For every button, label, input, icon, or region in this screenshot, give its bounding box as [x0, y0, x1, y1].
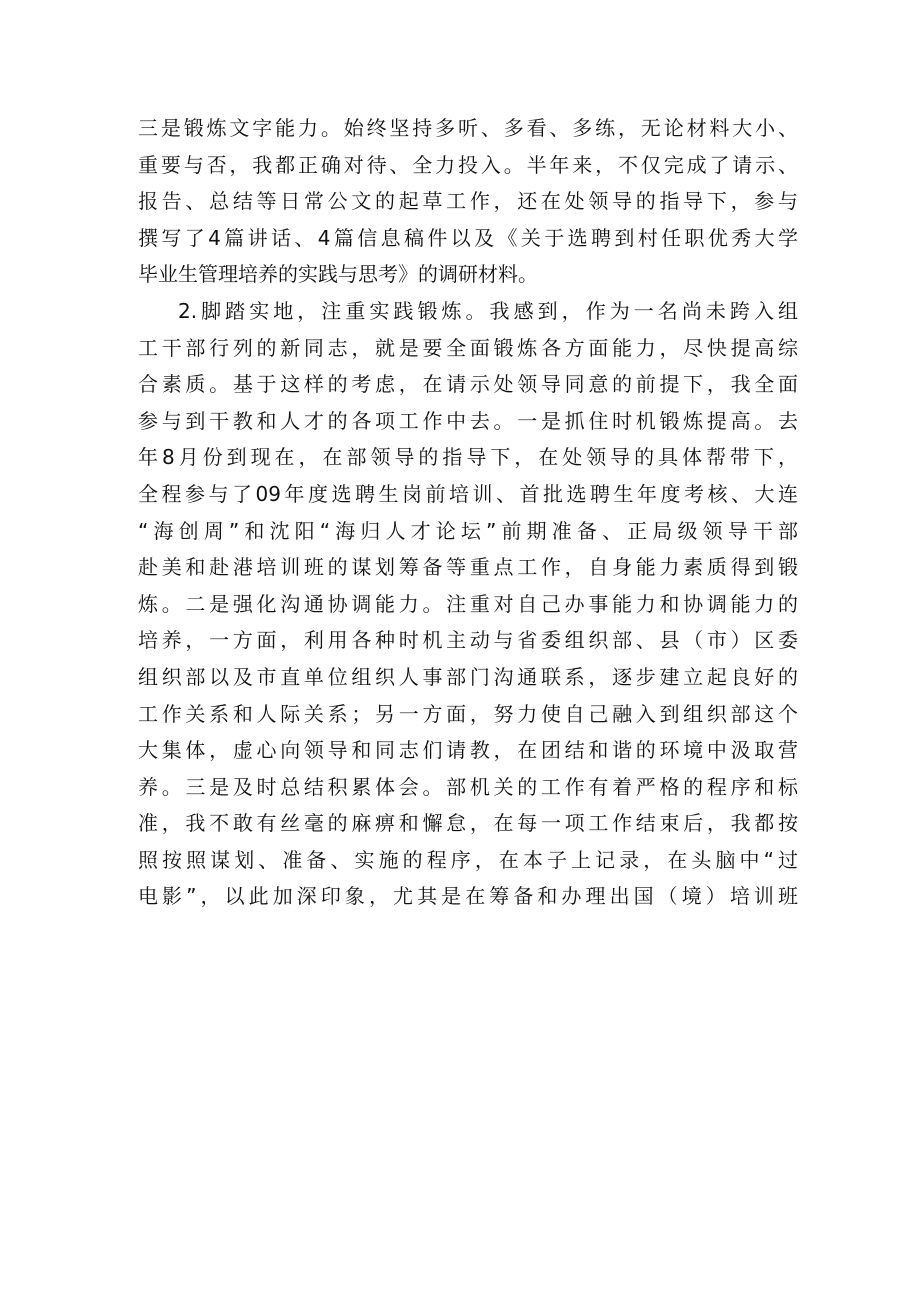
text-line: “海创周”和沈阳“海归人才论坛”前期准备、正局级领导干部: [138, 518, 798, 543]
text-line: 赴美和赴港培训班的谋划筹备等重点工作，自身能力素质得到锻: [138, 555, 798, 580]
text-line: 合素质。基于这样的考虑，在请示处领导同意的前提下，我全面: [138, 372, 798, 397]
text-line: 报告、总结等日常公文的起草工作，还在处领导的指导下，参与: [138, 189, 798, 214]
text-line: 养。三是及时总结积累体会。部机关的工作有着严格的程序和标: [138, 774, 798, 799]
text-line: 准，我不敢有丝毫的麻痹和懈怠，在每一项工作结束后，我都按: [138, 811, 798, 836]
text-line: 毕业生管理培养的实践与思考》的调研材料。: [138, 262, 538, 287]
text-line: 炼。二是强化沟通协调能力。注重对自己办事能力和协调能力的: [138, 591, 798, 616]
text-line: 组织部以及市直单位组织人事部门沟通联系，逐步建立起良好的: [138, 664, 798, 689]
text-line: 培养，一方面，利用各种时机主动与省委组织部、县（市）区委: [138, 628, 798, 653]
text-line: 工作关系和人际关系；另一方面，努力使自己融入到组织部这个: [138, 701, 798, 726]
text-line: 年8月份到现在，在部领导的指导下，在处领导的具体帮带下，: [138, 445, 798, 470]
text-line: 参与到干教和人才的各项工作中去。一是抓住时机锻炼提高。去: [138, 408, 798, 433]
text-line: 照按照谋划、准备、实施的程序，在本子上记录，在头脑中“过: [138, 847, 798, 872]
text-line: 2.脚踏实地，注重实践锻炼。我感到，作为一名尚未跨入组: [178, 298, 798, 323]
text-line: 三是锻炼文字能力。始终坚持多听、多看、多练，无论材料大小、: [138, 116, 798, 140]
text-line: 重要与否，我都正确对待、全力投入。半年来，不仅完成了请示、: [138, 152, 798, 177]
text-line: 全程参与了09年度选聘生岗前培训、首批选聘生年度考核、大连: [138, 481, 798, 506]
text-line: 大集体，虚心向领导和同志们请教，在团结和谐的环境中汲取营: [138, 738, 798, 763]
text-line: 电影”，以此加深印象，尤其是在筹备和办理出国（境）培训班: [138, 884, 798, 909]
text-line: 撰写了4篇讲话、4篇信息稿件以及《关于选聘到村任职优秀大学: [138, 225, 798, 250]
body-text: [138, 110, 798, 915]
text-line: 工干部行列的新同志，就是要全面锻炼各方面能力，尽快提高综: [138, 335, 798, 360]
